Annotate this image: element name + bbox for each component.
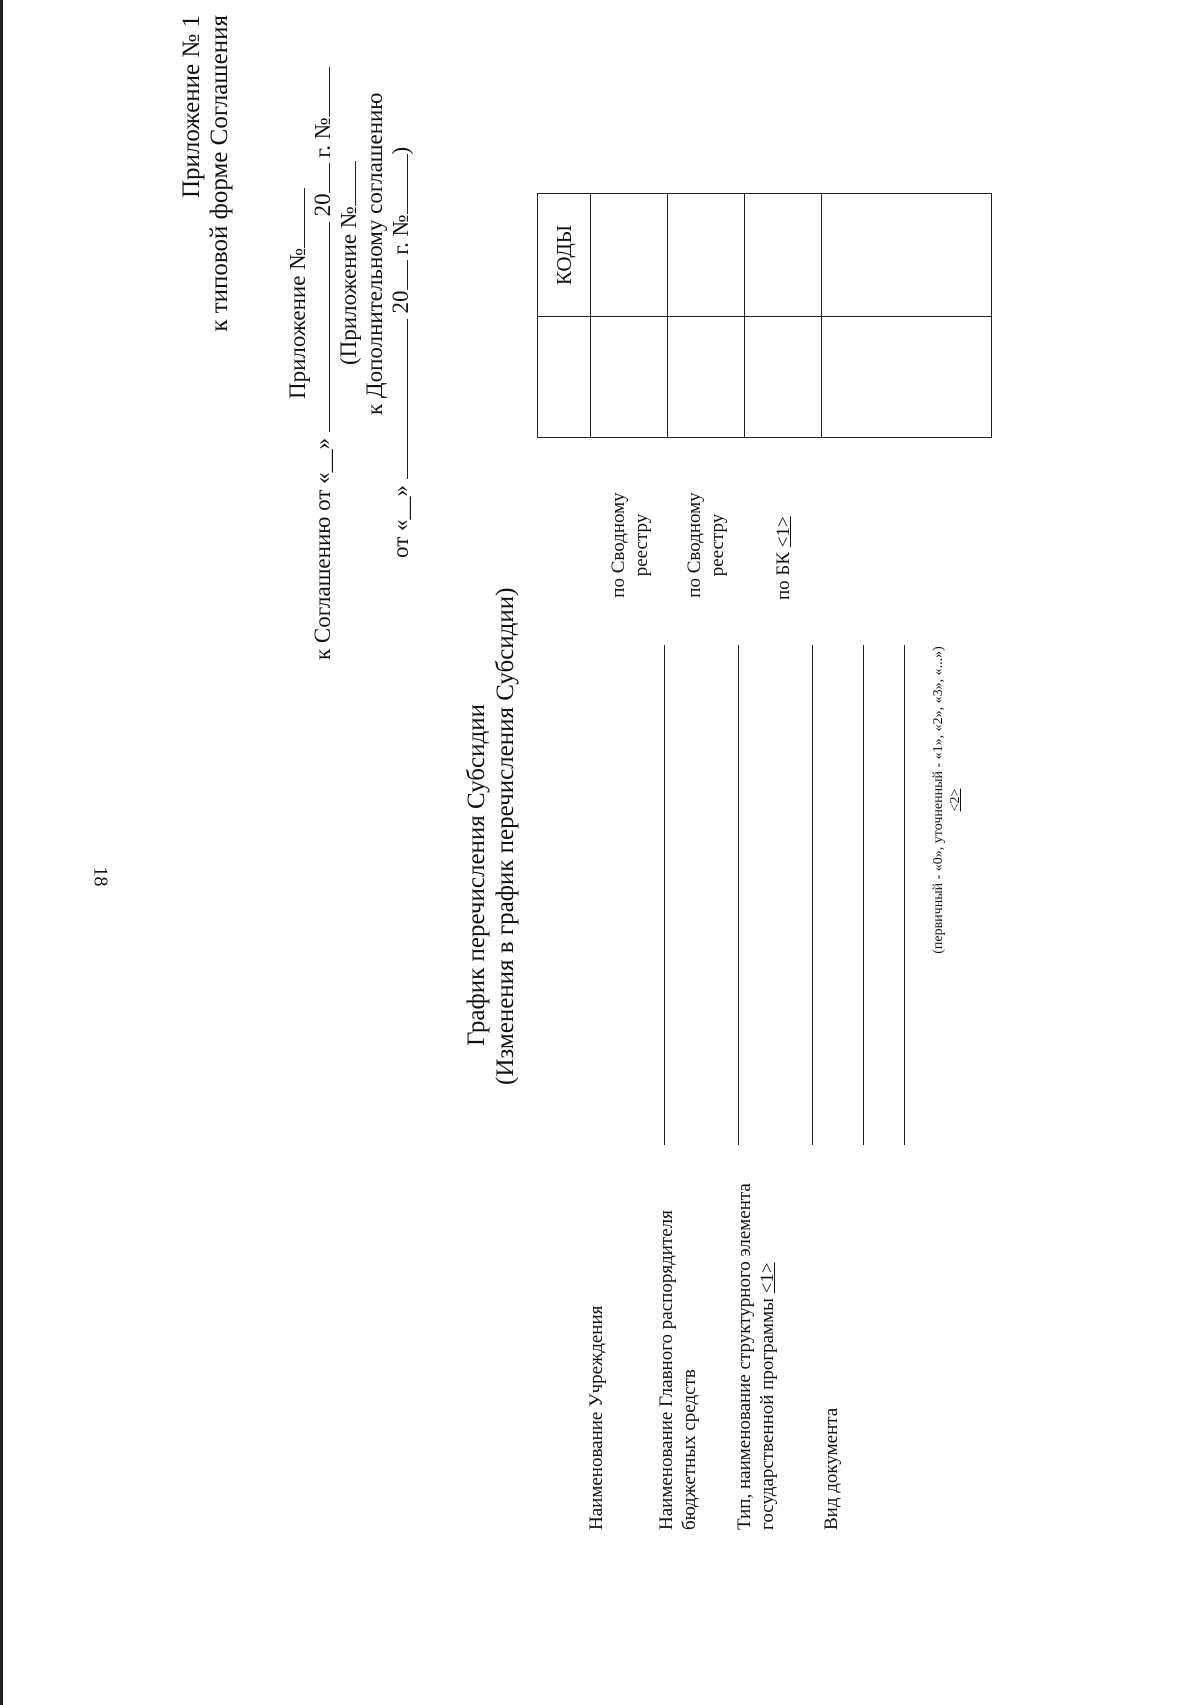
paren-close: ) xyxy=(388,146,413,155)
program-element-text: Тип, наименование структурного элемента государственной программы xyxy=(734,1183,778,1530)
code-cell-blank xyxy=(668,317,745,438)
appendix-label: Приложение № xyxy=(285,247,310,399)
doc-type-hint xyxy=(930,635,964,965)
extra-fill-line xyxy=(863,645,864,1145)
registry-label-1: по Сводному реестру xyxy=(608,492,652,598)
codes-header: КОДЫ xyxy=(538,194,591,317)
doc-type-fill-line xyxy=(904,645,905,1145)
bk-ref: <1> xyxy=(773,516,794,548)
code-cell-registry-1[interactable] xyxy=(591,194,668,317)
annex-line-1: Приложение № 1 xyxy=(178,15,205,199)
agreement-no-label: г. № xyxy=(310,117,335,158)
codes-table xyxy=(537,193,992,438)
annex-header xyxy=(178,15,234,615)
institution-fill-line xyxy=(664,645,665,1145)
supplementary-label: к Дополнительному соглашению xyxy=(362,92,387,415)
chief-manager-fill-line xyxy=(738,645,739,1145)
program-element-ref: <1> xyxy=(757,1262,778,1294)
code-cell-blank xyxy=(591,317,668,438)
agreement-year: 20 xyxy=(310,193,335,217)
agreement-prefix: к Соглашению от «__» xyxy=(310,437,335,660)
from-year: 20 xyxy=(388,290,413,314)
doc-type-ref: <2> xyxy=(948,788,963,812)
title-line-2: (Изменения в график перечисления Субсидии) xyxy=(492,587,519,1085)
title-line-1: График перечисления Субсидии xyxy=(463,704,490,1046)
bk-text: по БК xyxy=(773,551,794,600)
bk-label xyxy=(772,490,795,600)
doc-type-label: Вид документа xyxy=(821,1407,842,1530)
code-cell-blank xyxy=(822,317,992,438)
agreement-line xyxy=(310,67,336,660)
registry-label-2: по Сводному реестру xyxy=(684,492,728,598)
codes-header-blank xyxy=(538,317,591,438)
schedule-title xyxy=(462,587,520,1085)
annex-line-2: к типовой форме Соглашения xyxy=(206,15,233,332)
from-prefix: от «__» xyxy=(388,485,413,558)
program-element-label xyxy=(733,1110,779,1530)
program-element-fill-line xyxy=(812,645,813,1145)
page-number: 18 xyxy=(89,866,112,887)
code-cell-bk[interactable] xyxy=(745,194,822,317)
from-line xyxy=(388,147,414,558)
appendix-block xyxy=(285,188,311,399)
from-no-label: г. № xyxy=(388,214,413,255)
code-cell-registry-2[interactable] xyxy=(668,194,745,317)
doc-type-hint-text: (первичный - «0», уточненный - «1», «2», «3», «...») xyxy=(931,646,946,954)
institution-label: Наименование Учреждения xyxy=(586,1305,607,1530)
code-cell-blank xyxy=(745,317,822,438)
paren-line xyxy=(336,161,362,365)
supplementary-line xyxy=(362,93,388,416)
code-cell-doc-type[interactable] xyxy=(822,194,992,317)
chief-manager-label: Наименование Главного распорядителя бюджетных средств xyxy=(656,1210,700,1530)
paren-open: (Приложение № xyxy=(336,206,361,365)
